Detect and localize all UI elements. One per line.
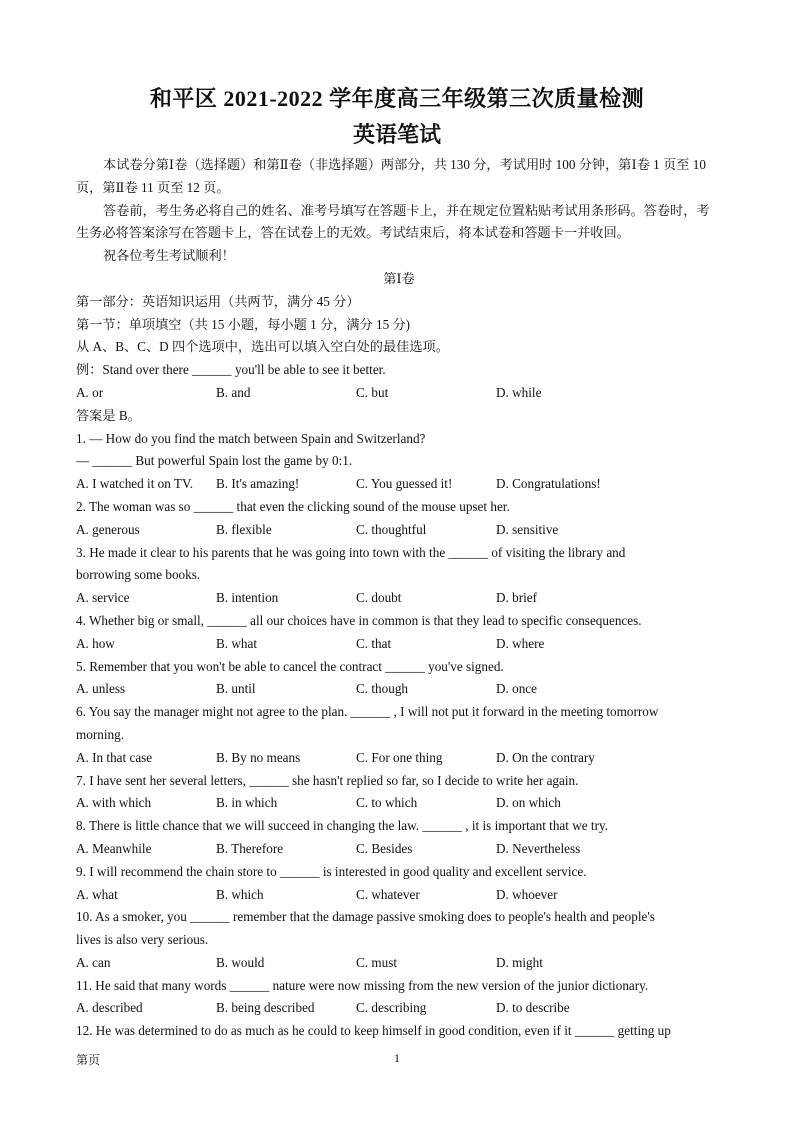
question-list: [76, 428, 722, 1044]
option-a: A. with which: [76, 795, 152, 811]
question-text: morning.: [76, 726, 124, 742]
option-d: D. sensitive: [496, 521, 559, 537]
example-option-a: A. or: [76, 384, 104, 400]
option-b: B. in which: [216, 795, 278, 811]
question-item: [76, 815, 722, 861]
option-c: C. that: [356, 635, 392, 651]
question-options: [76, 587, 722, 610]
question-text: 10. As a smoker, you ______ remember that the damage passive smoking does to people's health and people's: [76, 909, 655, 925]
option-d: D. once: [496, 681, 538, 697]
question-text: 9. I will recommend the chain store to ______ is interested in good quality and excellent service.: [76, 863, 587, 879]
question-options: [76, 633, 722, 656]
option-b: B. Therefore: [216, 840, 284, 856]
question-text: 6. You say the manager might not agree to the plan. ______ , I will not put it forward in the meeting tomorrow: [76, 704, 659, 720]
volume-heading: 第Ⅰ卷: [383, 270, 415, 286]
option-b: B. being described: [216, 1000, 315, 1016]
example-stem: 例：Stand over there ______ you'll be able to see it better.: [76, 362, 386, 378]
question-options: [76, 997, 722, 1020]
option-d: D. where: [496, 635, 545, 651]
question-item: [76, 656, 722, 702]
question-text: 1. — How do you find the match between Spain and Switzerland?: [76, 430, 426, 446]
option-c: C. whatever: [356, 886, 420, 902]
question-item: [76, 542, 722, 610]
option-c: C. must: [356, 954, 398, 970]
question-options: [76, 747, 722, 770]
option-c: C. though: [356, 681, 409, 697]
example-options: [76, 382, 722, 405]
question-options: [76, 792, 722, 815]
question-text: 3. He made it clear to his parents that he was going into town with the ______ of visiting the library and: [76, 544, 626, 560]
intro-paragraph-2: 答卷前，考生务必将自己的姓名、准考号填写在答题卡上，并在规定位置粘贴考试用条形码。答卷时，考生务必将答案涂写在答题卡上，答在试卷上的无效。考试结束后，将本试卷和答题卡一并收回。: [76, 202, 710, 241]
option-c: C. doubt: [356, 590, 402, 606]
option-b: B. It's amazing!: [216, 476, 300, 492]
question-item: [76, 770, 722, 816]
option-c: C. You guessed it!: [356, 476, 453, 492]
question-item: [76, 610, 722, 656]
option-b: B. what: [216, 635, 258, 651]
option-c: C. describing: [356, 1000, 427, 1016]
question-text: lives is also very serious.: [76, 932, 209, 948]
option-d: D. on which: [496, 795, 561, 811]
question-text: 4. Whether big or small, ______ all our choices have in common is that they lead to specific consequences.: [76, 612, 642, 628]
option-b: B. flexible: [216, 521, 272, 537]
question-text: 11. He said that many words ______ nature were now missing from the new version of the junior dictionary.: [76, 977, 649, 993]
exam-body: [76, 154, 722, 1043]
option-a: A. how: [76, 635, 115, 651]
question-text: — ______ But powerful Spain lost the game by 0:1.: [76, 453, 353, 469]
option-d: D. whoever: [496, 886, 558, 902]
option-a: A. I watched it on TV.: [76, 476, 194, 492]
option-b: B. By no means: [216, 749, 301, 765]
question-item: [76, 428, 722, 496]
option-d: D. might: [496, 954, 543, 970]
question-text: 12. He was determined to do as much as he could to keep himself in good condition, even if it ______ getting up: [76, 1023, 671, 1039]
option-a: A. can: [76, 954, 111, 970]
option-a: A. Meanwhile: [76, 840, 152, 856]
option-a: A. described: [76, 1000, 143, 1016]
example-option-c: C. but: [356, 384, 389, 400]
option-a: A. what: [76, 886, 118, 902]
option-d: D. to describe: [496, 1000, 570, 1016]
question-text: 8. There is little chance that we will succeed in changing the law. ______ , it is important that we try.: [76, 818, 608, 834]
section1-instruction: 从 A、B、C、D 四个选项中，选出可以填入空白处的最佳选项。: [76, 339, 449, 355]
question-item: [76, 906, 722, 974]
option-a: A. service: [76, 590, 130, 606]
question-options: [76, 473, 722, 496]
question-options: [76, 952, 722, 975]
question-item: [76, 1020, 722, 1043]
option-b: B. until: [216, 681, 256, 697]
option-c: C. Besides: [356, 840, 413, 856]
question-text: 5. Remember that you won't be able to cancel the contract ______ you've signed.: [76, 658, 504, 674]
question-item: [76, 861, 722, 907]
question-item: [76, 701, 722, 769]
option-d: D. brief: [496, 590, 538, 606]
option-c: C. thoughtful: [356, 521, 427, 537]
exam-subtitle: 英语笔试: [352, 122, 441, 147]
option-a: A. unless: [76, 681, 126, 697]
footer-page-number: 1: [394, 1051, 400, 1065]
option-c: C. For one thing: [356, 749, 443, 765]
intro-paragraph-1: 本试卷分第Ⅰ卷（选择题）和第Ⅱ卷（非选择题）两部分，共 130 分，考试用时 100 分钟，第Ⅰ卷 1 页至 10 页，第Ⅱ卷 11 页至 12 页。: [76, 157, 706, 195]
example-option-b: B. and: [216, 384, 251, 400]
footer-page-label: 第页: [76, 1053, 101, 1067]
question-item: [76, 975, 722, 1021]
example-option-d: D. while: [496, 384, 542, 400]
option-c: C. to which: [356, 795, 418, 811]
option-a: A. generous: [76, 521, 140, 537]
question-options: [76, 678, 722, 701]
option-b: B. which: [216, 886, 264, 902]
question-item: [76, 496, 722, 542]
question-options: [76, 838, 722, 861]
question-text: 2. The woman was so ______ that even the clicking sound of the mouse upset her.: [76, 498, 510, 514]
option-b: B. would: [216, 954, 265, 970]
option-d: D. On the contrary: [496, 749, 595, 765]
option-d: D. Congratulations!: [496, 476, 601, 492]
question-options: [76, 519, 722, 542]
part1-heading: 第一部分：英语知识运用（共两节，满分 45 分）: [76, 293, 360, 309]
question-text: borrowing some books.: [76, 567, 201, 583]
option-b: B. intention: [216, 590, 279, 606]
section1-heading: 第一节：单项填空（共 15 小题，每小题 1 分，满分 15 分): [76, 316, 411, 332]
question-options: [76, 884, 722, 907]
question-text: 7. I have sent her several letters, ______ she hasn't replied so far, so I decide to write her again.: [76, 772, 579, 788]
option-a: A. In that case: [76, 749, 153, 765]
intro-paragraph-3: 祝各位考生考试顺利！: [103, 248, 235, 264]
option-d: D. Nevertheless: [496, 840, 581, 856]
exam-title: 和平区 2021-2022 学年度高三年级第三次质量检测: [149, 86, 645, 111]
example-answer: 答案是 B。: [76, 407, 141, 423]
